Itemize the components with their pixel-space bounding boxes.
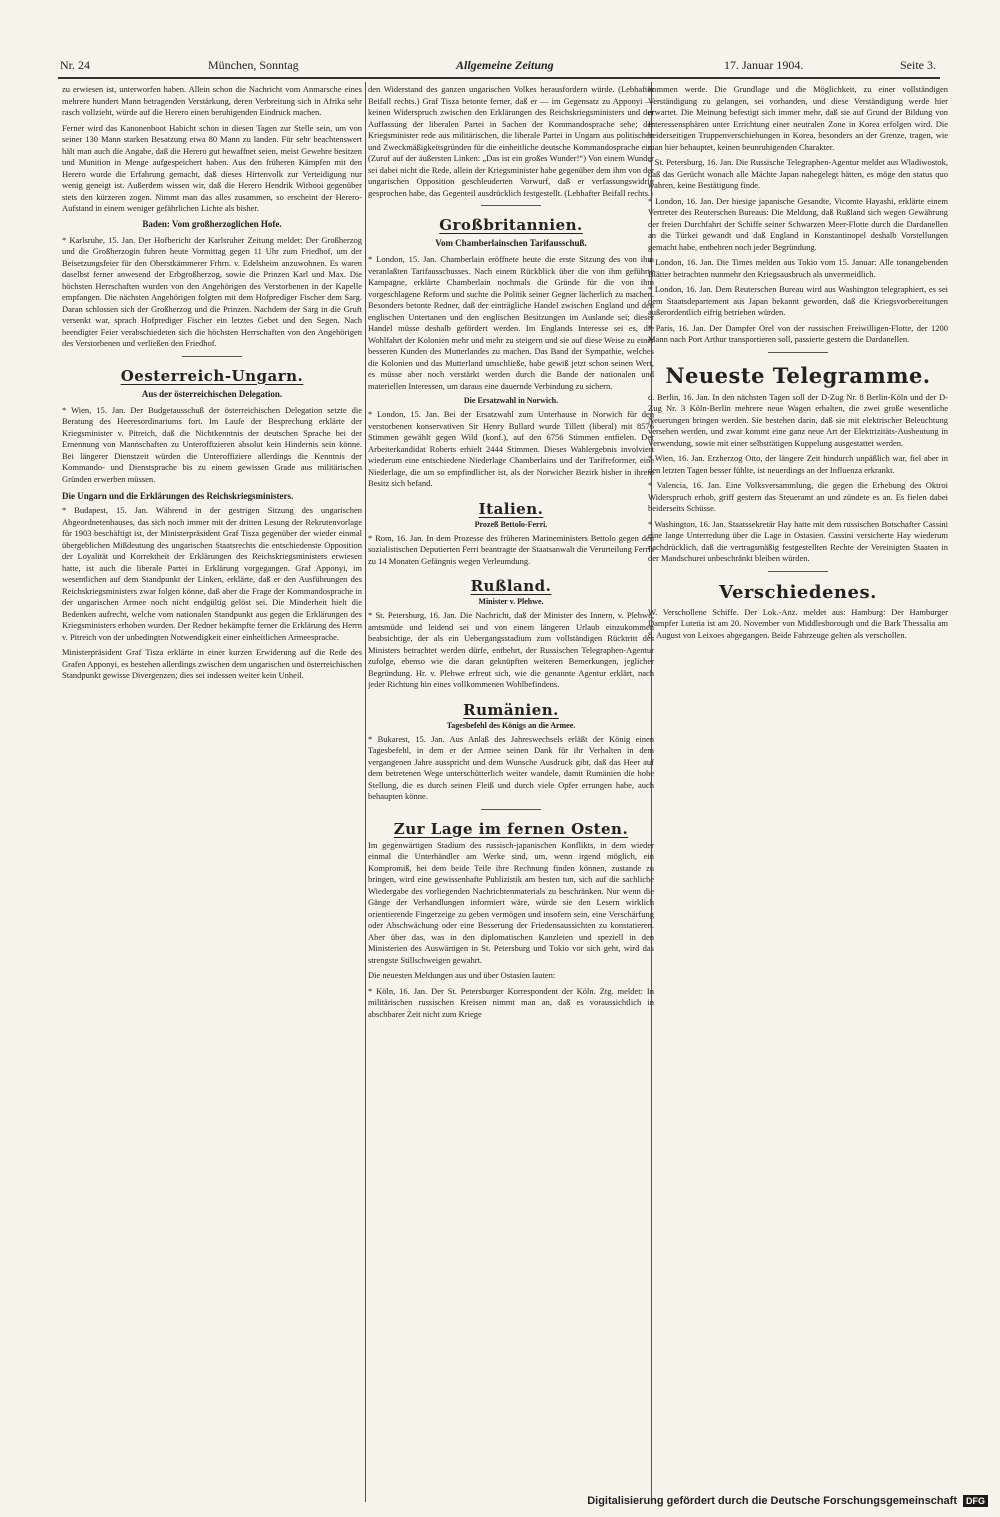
issue-number: Nr. 24 <box>60 58 90 72</box>
dfg-logo: DFG <box>963 1495 988 1507</box>
article-paragraph: * Budapest, 15. Jan. Während in der gestrigen Sitzung des ungarischen Abgeordnetenhauses, das sich noch immer mit der dritten Lesung der Rekrutenvorlage für 1903 beschäftigt ist, der Ministerpräsident Graf Tisza gegenüber der wieder einmal übergeblichen Mißdeutung des ungarischen Staatsrechts die entschiedenste Opposition der Loyalität und Korrektheit der Erklärungen des Reichskriegsministers erwiesen hatte, ist auch die liberale Partei in Erklärung vorgegangen. Graf Apponyi, im wesentlichen auf dem Standpunkt der Linken, erklärte, daß er den Ausführungen des Reichskriegsministers zwar folgen könne, daß aber die Frage der Kommandosprache in der ungarischen Armee noch nicht endgültig gelöst sei. Die Minderheit hielt die Bedenken aufrecht, welche vom nationalen Standpunkt aus gegen die Erklärungen des Kriegsministers erhoben wurden. Der Redner bekämpfte ferner die Erklärung des Herrn v. Pitreich von der unbedingten Notwendigkeit einer einheitlichen Armeesprache. <box>62 505 362 642</box>
article-paragraph: * London, 15. Jan. Chamberlain eröffnete heute die erste Sitzung des von ihm veranlaßten Tarifausschusses. Nach einem Rückblick über die von ihm geführte Kampagne, erklärte Chamberlain nochmals die Gründe für die von ihm vorgeschlagene Reform und suchte die Politik seiner Gegner lächerlich zu machen. Besonders betonte Redner, daß der einträgliche Handel zwischen England und den englischen Untertanen und den englischen Besitzungen im Auslande sei; dieser Handel müsse deshalb gefördert werden. Im Englands Interesse sei es, die Wohlfahrt der Kolonien mehr und mehr zu steigern und sie auf diese Weise zu einer besseren Kunden des Mutterlandes zu machen. Das Band der Sympathie, welches die Kolonien und das Mutterland umschließe, habe gewiß jetzt schon seinen Wert, es müsse aber noch verstärkt werden durch die Bande der nationalen und materiellen Interessen, um daraus eine dauernde Verbindung zu sichern. <box>368 254 654 391</box>
article-paragraph: den Widerstand des ganzen ungarischen Volkes herausfordern würde. (Lebhafter Beifall rechts.) Graf Tisza betonte ferner, daß er — im Gegensatz zu Apponyi — keinen Widerspruch zwischen den Erklärungen des Reichskriegsministers und der Auffassung der liberalen Partei in Sachen der Kommandosprache sehe; der Kriegsminister rede aus militärischen, die liberale Partei in Ungarn aus politischen und Zweckmäßigkeitsgründen für die einheitliche deutsche Kommandosprache ein. (Zuruf auf der äußersten Linken: „Das ist ein großes Wunder!“) Von einem Wunder sei dabei nicht die Rede, allein der Kriegsminister habe gegenüber dem ihm von der ungarischen Opposition geschleuderten Vorwurf, daß er verfassungswidrig gesprochen habe, das Gegenteil ausdrücklich festgestellt. (Lebhafter Beifall rechts.) <box>368 84 654 198</box>
section-title-neueste-telegramme: Neueste Telegramme. <box>665 362 931 388</box>
credit-text: Digitalisierung gefördert durch die Deutsche Forschungsgemeinschaft <box>587 1495 957 1507</box>
column-3 <box>648 84 948 1504</box>
section-subtitle: Tagesbefehl des Königs an die Armee. <box>446 720 576 730</box>
article-paragraph: * Köln, 16. Jan. Der St. Petersburger Korrespondent der Köln. Ztg. meldet: In militärischen russischen Kreisen nimmt man an, daß es voraussichtlich in abschbarer Zeit nicht zum Kriege <box>368 985 654 1019</box>
article-paragraph: * Valencia, 16. Jan. Eine Volksversammlung, die gegen die Erhebung des Oktroi Widerspruch erhob, griff gestern das Steueramt an und zündete es an. Es fielen dabei beiderseits Schüsse. <box>648 480 948 513</box>
separator <box>481 809 541 810</box>
section-title-grossbritannien: Großbritannien. <box>439 216 583 234</box>
place-and-day: München, Sonntag <box>208 58 299 72</box>
article-paragraph: Ferner wird das Kanonenboot Habicht schon in diesen Tagen zur Stelle sein, um von seiner 130 Mann starken Besatzung etwa 80 Mann zu landen. Für sehr beachtenswert hält man auch die Angabe, daß die Herero gut bewaffnet seien, meist Gewehre besitzen und Munition in Menge aufgespeichert haben. Aus den früheren Kämpfen mit den Herero wurde die Erfahrung gemacht, daß dieses Hirtenvolk zur Verteidigung nur wenig geneigt ist. Außerdem wissen wir, daß die Herero Hendrik Witbooi gegenüber stets den kürzeren zogen. Nimmt man das alles zusammen, so erscheint der Herero-Aufstand in einem weniger gefährlichen Lichte als bisher. <box>62 122 362 213</box>
article-paragraph: * Karlsruhe, 15. Jan. Der Hofbericht der Karlsruher Zeitung meldet: Der Großherzog und die Großherzogin fuhren heute Vormittag gegen 11 Uhr zum Friedhof, um der Beisetzungsfeier für den Oberstkämmerer Frhrn. v. Edelsheim anzuwohnen. Es waren daselbst ferner anwesend der Erbgroßherzog, sowie die Prinzen Karl und Max. Die höchsten Herrschaften wurden von den Angehörigen des Verstorbenen in der Kapelle empfangen. Die nächsten Angehörigen folgten mit dem Hofprediger Fischer dem Sarg. Daran schlossen sich der Großherzog und die Prinzen. Nachdem der Sarg in die Gruft versenkt war, sprach Hofprediger Fischer ein letztes Gebet und den Segen. Nach beendigter Feier verabschiedeten sich die höchsten Herrschaften von den Angehörigen des Verstorbenen und verließen den Friedhof. <box>62 234 362 348</box>
section-subtitle: Prozeß Bettolo-Ferri. <box>474 519 548 529</box>
section-subtitle: Aus der österreichischen Delegation. <box>141 388 283 399</box>
section-title-italien: Italien. <box>478 499 544 518</box>
section-subtitle: Vom Chamberlainschen Tarifausschuß. <box>435 238 587 248</box>
page-header <box>58 56 936 76</box>
column-2 <box>368 84 654 1504</box>
article-paragraph: Ministerpräsident Graf Tisza erklärte in einer kurzen Erwiderung auf die Rede des Grafen Apponyi, es bestehen allerdings zwischen dem ungarischen und österreichischen Standpunkt gewisse Divergenzen; dies sei indessen weiter kein Unheil. <box>62 647 362 680</box>
article-paragraph: * Bukarest, 15. Jan. Aus Anlaß des Jahreswechsels erläßt der König einen Tagesbefehl, in dem er der Armee seinen Dank für ihr Verhalten in dem vergangenen Jahre ausspricht und dem Wunsche Ausdruck gibt, daß das Heer auf dem betretenen Wege unterschütterlich weiter wandele, damit Rumänien die hohe Stellung, die es durch seinen Fleiß und durch viele Opfer errungen habe, auch behaupten könne. <box>368 733 654 801</box>
article-paragraph: * Rom, 16. Jan. In dem Prozesse des früheren Marineministers Bettolo gegen den sozialistischen Deputierten Ferri beantragte der Staatsanwalt die Verurteilung Ferris zu 14 Monaten Gefängnis wegen Verleumdung. <box>368 532 654 566</box>
newspaper-title: Allgemeine Zeitung <box>456 58 554 72</box>
article-paragraph: Die neuesten Meldungen aus und über Ostasien lauten: <box>368 970 556 980</box>
separator <box>768 571 828 572</box>
separator <box>182 356 242 357</box>
article-paragraph: zu erwiesen ist, unterworfen haben. Allein schon die Nachricht vom Anmarsche eines mehrere hundert Mann betragenden Verstärkung, deren Verbreitung sich in Afrika sehr rasch vollzieht, würde auf die Herero einen beruhigenden Eindruck machen. <box>62 84 362 117</box>
article-paragraph: * St. Petersburg, 16. Jan. Die Nachricht, daß der Minister des Innern, v. Plehwe, amtsmüde und leidend sei und von einem längeren Urlaub einzukommen beabsichtige, der als ein Uebergangsstadium zum vollständigen Rücktritt des Ministers betrachtet werden dürfe, entbehrt, der Russischen Telegraphen-Agentur zufolge, ebenso wie die daran geknüpften weiteren Bemerkungen, jeglicher Begründung. Hr. v. Plehwe erfreut sich, wie die genannte Agentur erklärt, nach jeder Richtung hin eines vollkommenen Wohlbefindens. <box>368 610 654 689</box>
article-paragraph: * Wien, 15. Jan. Der Budgetausschuß der österreichischen Delegation setzte die Beratung des Heeresordinariums fort. Im Laufe der Besprechung erklärte der Kriegsminister v. Pitreich, daß die Nichtkenntnis der deutschen Sprache bei der Ernennung von Mannschaften zu Unteroffizieren absolut kein Hindernis sein könne. Bei längerer Dienstzeit würden die Unteroffiziere allerdings die Kenntnis der Kommando- und Dienstsprache bis zu einem gewissen Grade aus militärischen Gründen erwerben müssen. <box>62 404 362 484</box>
article-paragraph: * Washington, 16. Jan. Staatssekretär Hay hatte mit dem russischen Botschafter Cassini eine lange Unterredung über die Lage in Ostasien. Cassini versicherte Hay wiederum nachdrücklich, daß die vertragsmäßig festgestellten Rechte der Vereinigten Staaten in der Mandschurei unbeschränkt bleiben würden. <box>648 518 948 563</box>
article-paragraph: * London, 16. Jan. Dem Reuterschen Bureau wird aus Washington telegraphiert, es sei dem Staatsdepartement aus Japan bekannt geworden, daß die Kriegsvorbereitungen außerordentlich eifrig betrieben würden. <box>648 284 948 317</box>
article-paragraph: * Wien, 16. Jan. Erzherzog Otto, der längere Zeit hindurch unpäßlich war, fiel aber in den letzten Tagen besser fühlte, ist neuerdings an der Influenza erkrankt. <box>648 453 948 475</box>
digitization-credit <box>587 1495 988 1507</box>
article-paragraph: * London, 15. Jan. Bei der Ersatzwahl zum Unterhause in Norwich für den verstorbenen konservativen Sir Henry Bullard wurde Tillett (liberal) mit 8576 Stimmen gewählt gegen Wild (konf.), auf den 6756 Stimmen entfielen. Der Arbeiterkandidat Roberts erhielt 2444 Stimmen. Dieses Wahlergebnis involviert wiederum eine entschiedene Niederlage Chamberlains und der Tarifreformer, eine Niederlage, die um so empfindlicher ist, als der Norwicher Bezirk bisher in ihrem Besitz sich befand. <box>368 409 654 488</box>
page-number: Seite 3. <box>900 58 936 72</box>
issue-date: 17. Januar 1904. <box>724 58 804 72</box>
section-title-ferner-osten: Zur Lage im fernen Osten. <box>393 819 629 838</box>
article-paragraph: W. Verschollene Schiffe. Der Lok.-Anz. meldet aus: Hamburg: Der Hamburger Dampfer Lutetia ist am 20. November von Middlesborough und die Bark Thessalia am 8. August von Leixoes abgegangen. Beide Fahrzeuge gelten als verschollen. <box>648 606 948 640</box>
article-paragraph: * St. Petersburg, 16. Jan. Die Russische Telegraphen-Agentur meldet aus Wladiwostok, daß das Gerücht wonach alle Mächte Japan nahegelegt hätten, es möge den status quo wahren, keine Bestätigung finde. <box>648 157 948 190</box>
article-paragraph: * Paris, 16. Jan. Der Dampfer Orel von der russischen Freiwilligen-Flotte, der 1200 Mann nach Port Arthur transportieren soll, passierte gestern die Dardanellen. <box>648 322 948 344</box>
article-paragraph: * London, 16. Jan. Der hiesige japanische Gesandte, Vicomte Hayashi, erklärte einem Vertreter des Reuterschen Bureaus: Die Meldung, daß Rußland sich wegen Gewährung der freien Durchfahrt der Schiffe seiner Schwarzen Meer-Flotte durch die Dardanellen an die Türkei gewandt und daß England in Konstantinopel deshalb Vorstellungen gemacht habe, entbehren noch jeder Begründung. <box>648 195 948 252</box>
article-heading: Die Ungarn und die Erklärungen des Reichskriegsministers. <box>62 491 294 501</box>
section-title-russland: Rußland. <box>470 577 552 595</box>
section-subtitle: Minister v. Plehwe. <box>478 597 544 606</box>
section-title-oesterreich: Oesterreich-Ungarn. <box>120 366 304 385</box>
separator <box>768 352 828 353</box>
column-1 <box>62 84 362 1504</box>
section-title-verschiedenes: Verschiedenes. <box>719 581 877 603</box>
header-rule <box>58 77 940 79</box>
separator <box>481 205 541 206</box>
section-heading-baden: Baden: Vom großherzoglichen Hofe. <box>142 218 282 229</box>
article-paragraph: Im gegenwärtigen Stadium des russisch-japanischen Konflikts, in dem wieder einmal die Unterhändler am Werke sind, um, wenn irgend möglich, ein Kompromiß, bei dem beide Teile ihre Rechnung finden können, zustande zu bringen, wird eine gewissenhafte Publizistik am besten tun, sich auf die sachliche Wiedergabe des vorliegenden Nachrichtenmaterials zu beschränken. Nur wenn die Gänge der Verhandlungen informiert wäre, würde sie den Lesern wirklich orientierende Fingerzeige zu geben vermögen und insofern sein, eine Verschärfung oder Abschwächung oder eine Besserung der Friedensaussichten zu konstatieren. Aber über das, was in den diplomatischen Kanzleien und speziell in den Ministerien des Auswärtigen in St. Petersburg und Tokio vor sich geht, wird das strengste Stillschweigen gewahrt. <box>368 839 654 965</box>
article-paragraph: kommen werde. Die Grundlage und die Möglichkeit, zu einer vollständigen Verständigung zu gelangen, sei vorhanden, und diese Verständigung werde hier erwartet. Die Meinung befestigt sich immer mehr, daß sie auf Grund der Bildung von Interessensphären unter Errichtung einer neutralen Zone in Korea erfolgen wird. Die beiderseitigen Truppenverschiebungen in Korea, besonders an der Grenze, tragen, wie man hier behauptet, keinen beunruhigenden Charakter. <box>648 84 948 152</box>
section-title-rumaenien: Rumänien. <box>463 700 559 719</box>
article-paragraph: d. Berlin, 16. Jan. In den nächsten Tagen soll der D-Zug Nr. 8 Berlin-Köln und der D-Zug Nr. 3 Köln-Berlin mehrere neue Wagen erhalten, die zwei große wesentliche Neuerungen bringen werden. Sie bestehen darin, daß sie mit elektrischer Beleuchtung versehen werden, und zwar kommt eine ganz neue Art der Elektrizitäts-Ausbeutung in Verwendung, sowie mit einer selbsttätigen Kuppelung ausgestattet werden. <box>648 391 948 448</box>
article-paragraph: * London, 16. Jan. Die Times melden aus Tokio vom 15. Januar: Alle tonangebenden Blätter betrachten nunmehr den Kriegsausbruch als unvermeidlich. <box>648 257 948 279</box>
article-subheading: Die Ersatzwahl in Norwich. <box>463 396 559 405</box>
column-divider <box>365 82 366 1502</box>
